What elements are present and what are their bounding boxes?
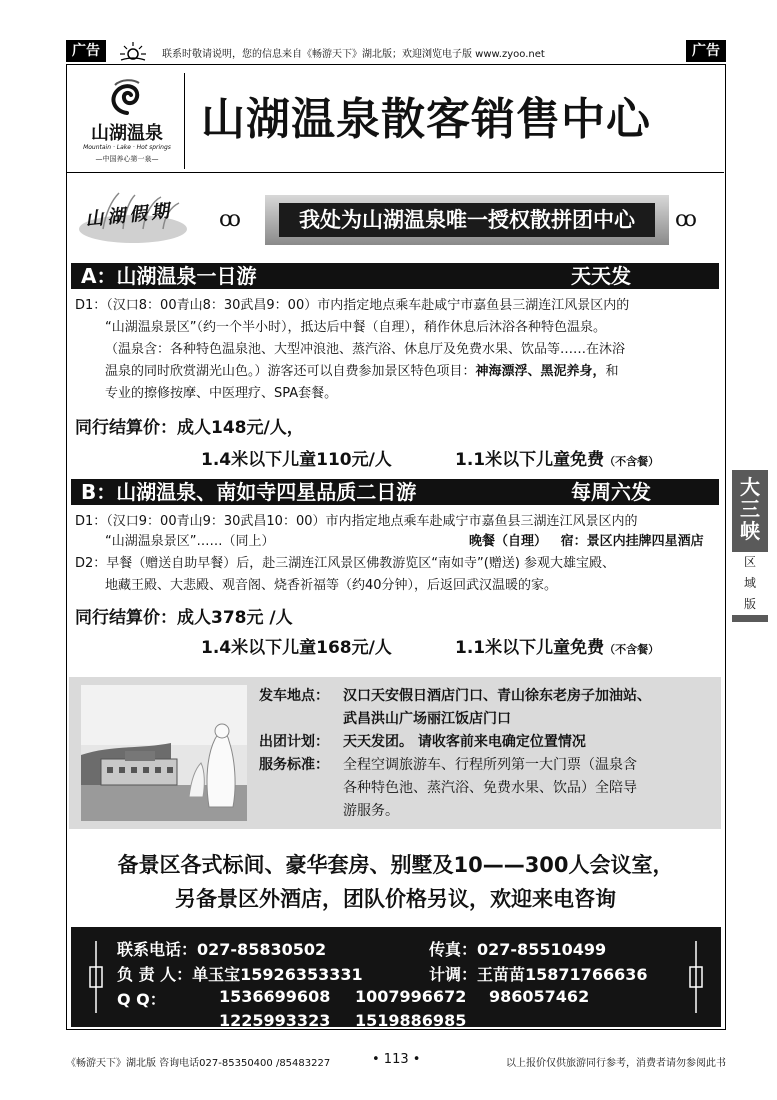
fax-value: 027-85510499 [477,940,607,959]
top-strip [66,40,726,64]
manager-row [117,962,363,985]
tour-a-line: （温泉含：各种特色温泉池、大型冲浪池、蒸汽浴、休息厅及免费水果、饮品等……在沐浴 [105,342,626,357]
manager-value: 单玉宝15926353331 [192,965,363,984]
tour-b-price-row [75,603,293,628]
ornament-right: ꝏ [675,207,697,232]
brand-row [67,183,724,255]
phone-label: 联系电话： [117,940,198,959]
contact-box [71,927,721,1030]
tour-a-frequency: 天天发 [571,264,631,288]
tour-b-price-adult: 成人378元 /人 [177,608,293,628]
tour-a-line: D1：（汉口8：00青山8：30武昌9：00）市内指定地点乘车赴咸宁市嘉鱼县三湖连江风景区内的 [75,298,630,313]
sun-icon [118,40,148,62]
tour-a-free-row [455,445,659,470]
service-value-3: 游服务。 [343,803,399,819]
resort-photo [81,685,247,821]
tour-b-free-row [455,633,659,658]
side-tab-title: 大 三 峡 [740,475,760,543]
header [67,65,724,173]
tour-b-note: （不含餐） [604,643,660,656]
logo-name: 山湖温泉 [91,123,163,144]
ornament-left: ꝏ [219,207,241,232]
holiday-text: 山湖假期 [84,200,175,231]
phone-row [117,937,326,960]
ornament-pillar-icon [83,941,109,1013]
tour-b-line: “山湖温泉景区”……（同上） [105,534,275,549]
tour-b-free: 1.1米以下儿童免费 [455,638,605,658]
logo-slogan: —中国养心第一泉— [95,155,159,163]
tour-b-hotel: 景区内挂牌四星酒店 [586,534,704,549]
qq-number: 1007996672 [355,987,467,1006]
tour-b-child-price: 1.4米以下儿童168元/人 [201,638,392,658]
depart-location-2: 武昌洪山广场丽江饭店门口 [343,711,511,727]
qq-number: 1225993323 [219,1011,331,1030]
tour-a-line [105,361,619,383]
tour-a-bar [71,263,719,289]
plan-label: 出团计划： [259,734,329,750]
page-title: 山湖温泉散客销售中心 [201,94,651,145]
qq-label: Q Q： [117,990,166,1009]
tour-a-price-label: 同行结算价： [75,418,177,438]
manager-label: 负 责 人： [117,965,193,984]
dispatcher-label: 计调： [429,965,478,984]
logo-english: Mountain · Lake · Hot springs [83,144,171,151]
ad-label-right: 广告 [686,40,726,62]
tour-b-line: D1：（汉口9：00青山9：30武昌10：00）市内指定地点乘车赴咸宁市嘉鱼县三湖连江风景区内的 [75,514,638,529]
depart-row [259,685,651,708]
footer-left: 《畅游天下》湖北版 咨询电话027-85350400 /85483227 [66,1058,331,1069]
ad-label-left: 广告 [66,40,106,62]
promo-line-2: 另备景区外酒店，团队价格另议，欢迎来电咨询 [175,887,616,911]
tour-b-dinner: 晚餐（自理） [469,534,548,549]
tour-b-line: D2：早餐（赠送自助早餐）后，赴三湖连江风景区佛教游览区“南如寺”(赠送) 参观大雄宝殿、 [75,556,616,571]
plan-value: 天天发团。 请收客前来电确定位置情况 [343,734,586,750]
tour-b-price-label: 同行结算价： [75,608,177,628]
depart-label: 发车地点： [259,688,329,704]
authorization-banner [265,195,669,245]
tour-b-bar [71,479,719,505]
qq-number: 1536699608 [219,987,331,1006]
tour-b-frequency: 每周六发 [571,480,651,504]
tour-a-highlight: 神海漂浮、黑泥养身， [475,364,606,379]
tour-b-line: 地藏王殿、大悲殿、观音阁、烧香祈福等（约40分钟），后返回武汉温暖的家。 [105,578,558,593]
fax-label: 传真： [429,940,478,959]
tour-a-child-price: 1.4米以下儿童110元/人 [201,450,392,470]
tour-b-meals [469,531,704,553]
tour-a-line: 专业的擦修按摩、中医理疗、SPA套餐。 [105,386,338,401]
tour-b-title: B：山湖温泉、南如寺四星品质二日游 [81,480,417,504]
notice-text: 联系时敬请说明，您的信息来自《畅游天下》湖北版；欢迎浏览电子版 www.zyoo.net [162,49,545,60]
service-value-1: 全程空调旅游车、行程所列第一大门票（温泉含 [343,757,637,773]
service-label: 服务标准： [259,757,329,773]
footer-right: 以上报价仅供旅游同行参考，消费者请勿参阅此书 [506,1058,726,1069]
side-tab-subtitle: 区 域 版 [732,552,768,615]
dispatcher-value: 王苗苗15871766636 [477,965,648,984]
tour-a-price-adult: 成人148元/人， [177,418,304,438]
fax-row [429,937,606,960]
tour-a-line: “山湖温泉景区”（约一个半小时），抵达后中餐（自理），稍作休息后沐浴各种特色温泉。 [105,320,606,335]
plan-row [259,731,586,754]
dispatcher-row [429,962,647,985]
ornament-pillar-icon [683,941,709,1013]
tour-a-price-row [75,413,304,438]
tour-a-line-text: 温泉的同时欣赏湖光山色。）游客还可以自费参加景区特色项目： [105,364,476,379]
service-value-2: 各种特色池、蒸汽浴、免费水果、饮品）全陪导 [343,780,637,796]
service-row [259,754,637,777]
qq-number: 986057462 [489,987,590,1006]
phone-value: 027-85830502 [197,940,327,959]
promo-line-1: 备景区各式标间、豪华套房、别墅及10——300人会议室， [117,853,674,877]
tour-a-free: 1.1米以下儿童免费 [455,450,605,470]
tour-b-hotel-label: 宿： [560,534,587,549]
tour-a-note: （不含餐） [604,455,660,468]
depart-location-1: 汉口天安假日酒店门口、青山徐东老房子加油站、 [343,688,651,704]
brand-logo [75,73,185,169]
swirl-icon [105,77,149,117]
footer [66,1052,726,1068]
region-side-tab [732,470,768,622]
tour-a-highlight-tail: 和 [605,364,619,379]
info-box [69,677,721,829]
page-number: • 113 • [372,1052,421,1067]
authorization-text: 我处为山湖温泉唯一授权散拼团中心 [279,203,655,237]
ad-frame [66,64,726,1030]
qq-number: 1519886985 [355,1011,467,1030]
tour-a-title: A：山湖温泉一日游 [81,264,257,288]
